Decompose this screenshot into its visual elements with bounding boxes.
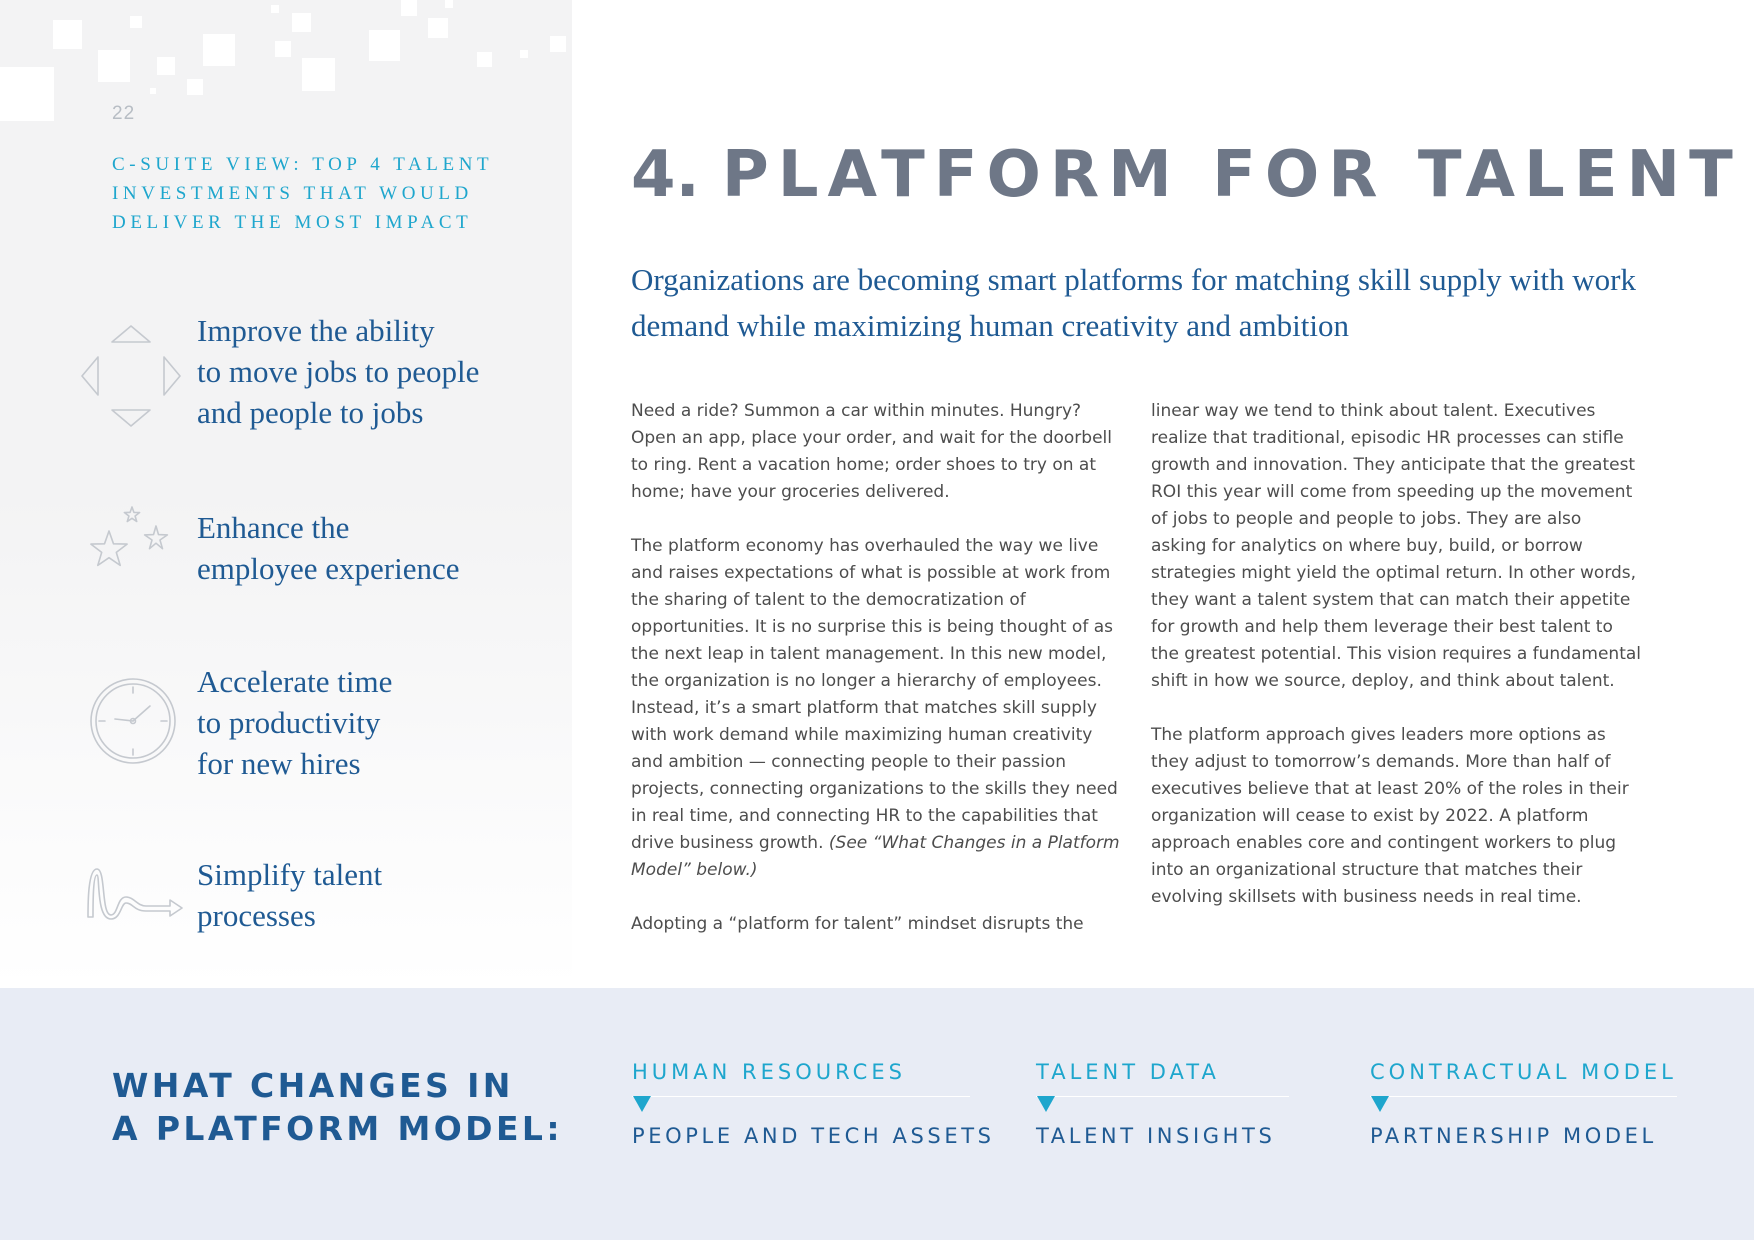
section-subtitle: Organizations are becoming smart platforms for matching skill supply with work demand while maximizing human creativity and ambition bbox=[631, 262, 1637, 343]
section-title bbox=[631, 138, 1742, 212]
clock-icon bbox=[88, 676, 178, 766]
change-to: PARTNERSHIP MODEL bbox=[1370, 1124, 1657, 1148]
change-from: TALENT DATA bbox=[1036, 1060, 1220, 1084]
change-item-contractual-model bbox=[1370, 1058, 1677, 1150]
section-number: 4. bbox=[631, 138, 700, 212]
stars-icon bbox=[78, 505, 182, 591]
change-to: PEOPLE AND TECH ASSETS bbox=[632, 1124, 995, 1148]
sidebar-panel bbox=[0, 0, 572, 988]
divider bbox=[1036, 1096, 1289, 1097]
page-number: 22 bbox=[112, 103, 136, 124]
divider bbox=[1370, 1096, 1677, 1097]
body-column-right bbox=[1151, 398, 1641, 938]
down-arrow-icon bbox=[1037, 1096, 1055, 1112]
squiggle-arrow-icon bbox=[84, 863, 186, 921]
paragraph: The platform economy has overhauled the way we live and raises expectations of what is possible at work from the sharing of talent to the democratization of opportunities. It is no surprise this is being thought of as the next leap in talent management. In this new model, the organization is no longer a hierarchy of employees. Instead, it’s a smart platform that matches skill supply with work demand while maximizing human creativity and ambition — connecting people to their passion projects, connecting organizations to the skills they need in real time, and connecting HR to the capabilities that drive business growth. (See “What Changes in a Platform Model” below.) bbox=[631, 536, 1120, 880]
paragraph: Adopting a “platform for talent” mindset disrupts the bbox=[631, 914, 1084, 934]
paragraph: Need a ride? Summon a car within minutes. Hungry? Open an app, place your order, and wait for the doorbell to ring. Rent a vacation home; order shoes to try on at home; have your groceries delivered. bbox=[631, 401, 1112, 502]
paragraph: The platform approach gives leaders more options as they adjust to tomorrow’s demands. More than half of executives believe that at least 20% of the roles in their organization will cease to exist by 2022. A platform approach enables core and contingent workers to plug into an organizational structure that matches their evolving skillsets with business needs in real time. bbox=[1151, 725, 1629, 907]
divider bbox=[632, 1096, 970, 1097]
investment-item-4: Simplify talent processes bbox=[197, 857, 383, 933]
down-arrow-icon bbox=[633, 1096, 651, 1112]
change-from: HUMAN RESOURCES bbox=[632, 1060, 906, 1084]
change-to: TALENT INSIGHTS bbox=[1036, 1124, 1276, 1148]
investment-item-3: Accelerate time to productivity for new hires bbox=[197, 664, 393, 781]
body-column-left bbox=[631, 398, 1121, 965]
change-item-talent-data bbox=[1036, 1058, 1289, 1150]
down-arrow-icon bbox=[1371, 1096, 1389, 1112]
change-item-human-resources bbox=[632, 1058, 995, 1150]
paragraph: linear way we tend to think about talent. Executives realize that traditional, episodic HR processes can stifle growth and innovation. They anticipate that the greatest ROI this year will come from speeding up the movement of jobs to people and people to jobs. They are also asking for analytics on where buy, build, or borrow strategies might yield the optimal return. In other words, they want a talent system that can match their appetite for growth and help them leverage their best talent to the greatest potential. This vision requires a fundamental shift in how we source, deploy, and think about talent. bbox=[1151, 401, 1642, 691]
changes-title: WHAT CHANGES IN A PLATFORM MODEL: bbox=[112, 1066, 563, 1148]
cross-reference-note: (See “What Changes in a Platform Model” below.) bbox=[631, 833, 1120, 880]
investment-item-1: Improve the ability to move jobs to people and people to jobs bbox=[197, 313, 480, 430]
change-from: CONTRACTUAL MODEL bbox=[1370, 1060, 1677, 1084]
arrows-icon bbox=[78, 322, 184, 430]
section-title-text: PLATFORM FOR TALENT bbox=[721, 138, 1742, 212]
sidebar-heading: C-SUITE VIEW: TOP 4 TALENT INVESTMENTS THAT WOULD DELIVER THE MOST IMPACT bbox=[112, 154, 493, 233]
investment-item-2: Enhance the employee experience bbox=[197, 510, 460, 586]
